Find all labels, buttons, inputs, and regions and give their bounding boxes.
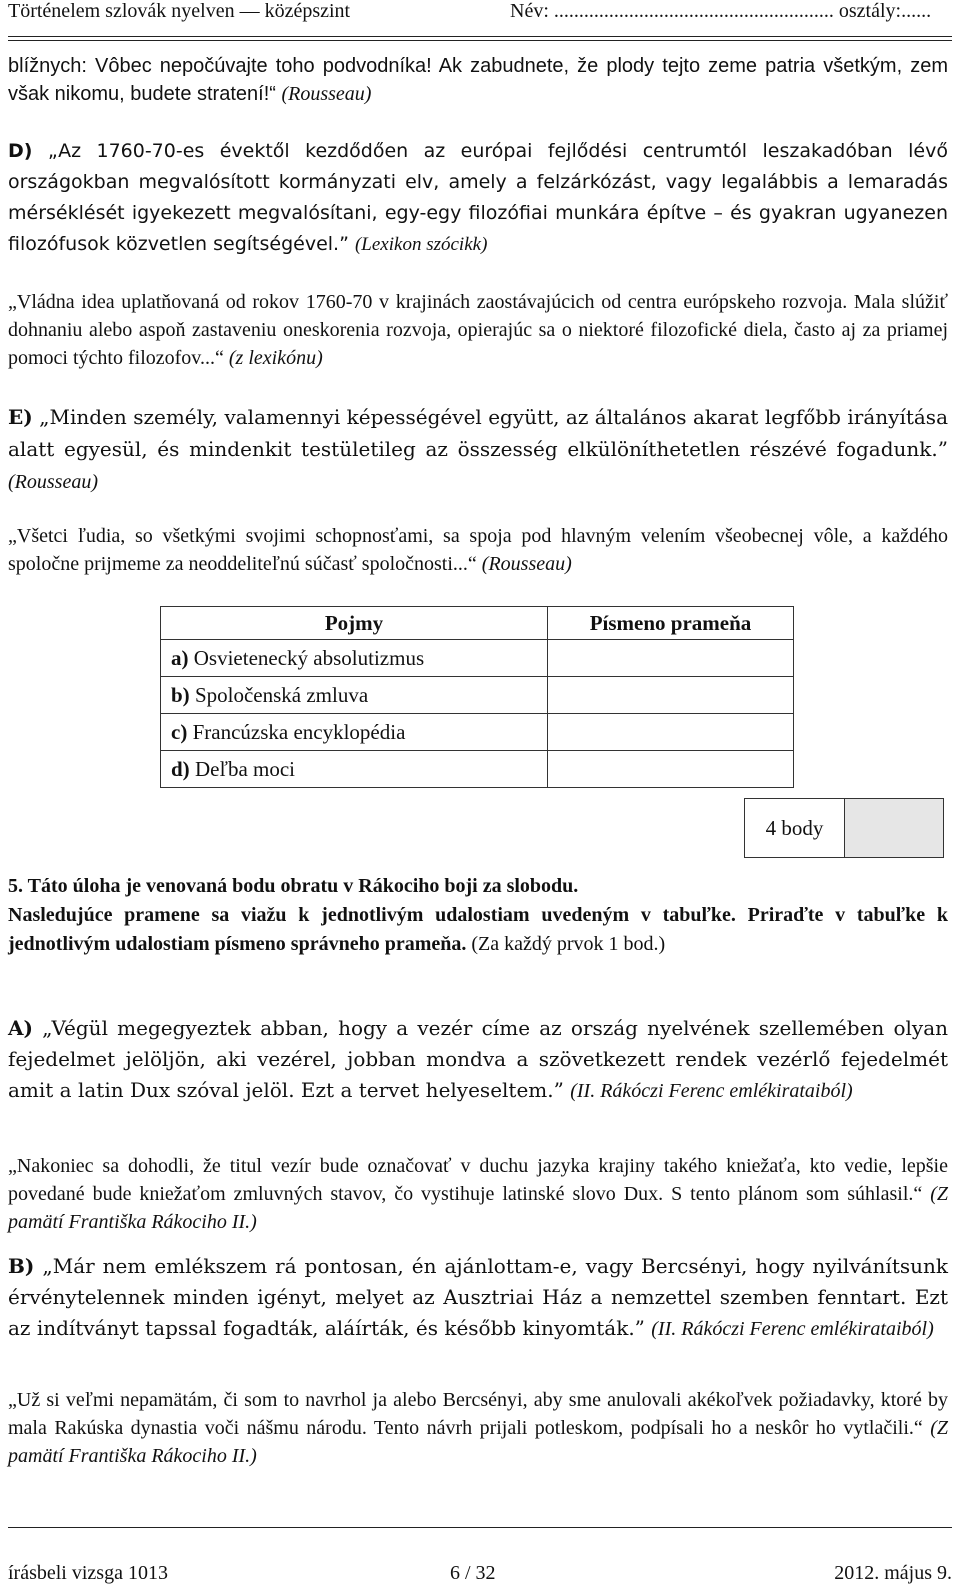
points-box [744, 798, 944, 858]
footer-exam-code: írásbeli vizsga 1013 [8, 1562, 168, 1584]
terms-table [160, 606, 794, 788]
header-name-field: Név: ........................................................ osztály:...... [510, 0, 932, 22]
source-e-hu [8, 401, 948, 498]
task-5-points-note: (Za každý prvok 1 bod.) [471, 933, 666, 955]
source-a-hu [8, 1013, 948, 1107]
source-d-hu-source: (Lexikon szócikk) [354, 234, 488, 255]
answer-cell[interactable] [548, 640, 794, 677]
answer-cell[interactable] [548, 677, 794, 714]
source-b-sk-source: (Z pamätí Františka Rákociho II.) [8, 1417, 949, 1467]
footer-date: 2012. május 9. [834, 1562, 952, 1584]
row-term: Francúzska encyklopédia [192, 719, 406, 744]
table-header-terms: Pojmy [161, 607, 548, 640]
score-field[interactable] [845, 799, 943, 857]
source-a-hu-source: (II. Rákóczi Ferenc emlékirataiból) [570, 1080, 853, 1102]
source-a-sk-source: (Z pamätí Františka Rákociho II.) [8, 1183, 948, 1233]
header-subject: Történelem szlovák nyelven — középszint [8, 0, 351, 22]
source-b-hu [8, 1251, 948, 1345]
table-row [161, 751, 794, 788]
intro-paragraph [8, 52, 948, 108]
row-letter: c) [171, 719, 188, 744]
source-d-hu [8, 136, 948, 260]
page-number: 6 / 32 [450, 1562, 496, 1584]
header-rule-double [8, 40, 952, 41]
source-e-hu-text: „Minden személy, valamennyi képességével együtt, az általános akarat legfőbb irányítása alatt egyesül, és mindenkit testületileg az összesség elkülöníthetetlen részévé fogadunk.” [8, 405, 948, 461]
task-5-instruction: Nasledujúce pramene sa viažu k jednotlivým udalostiam uvedeným v tabuľke. Priraďte v tabuľke k jednotlivým udalostiam písmeno správneho prameňa. [8, 904, 948, 955]
answer-cell[interactable] [548, 714, 794, 751]
source-e-letter: E) [8, 405, 33, 429]
points-label: 4 body [745, 799, 845, 857]
source-a-hu-text: „Végül megegyeztek abban, hogy a vezér címe az ország nyelvének szellemében olyan fejedelmet jelöljön, aki vezérel, jobban mondva a szövetkezett rendek vezérlő fejedelmét amit a latin Dux szóval jelöl. Ezt a tervet helyeseltem.” [8, 1016, 949, 1102]
table-row [161, 640, 794, 677]
source-e-hu-source: (Rousseau) [8, 471, 98, 493]
source-b-sk-text: „Už si veľmi nepamätám, či som to navrhol ja alebo Bercsényi, aby sme anulovali akékoľvek požiadavky, ktoré by mala Rakúska dynastia voči nášmu národu. Tento návrh prijali potleskom, podpísali ho a neskôr ho vytlačili.“ [8, 1389, 948, 1439]
answer-cell[interactable] [548, 751, 794, 788]
row-term: Deľba moci [194, 756, 296, 781]
source-a-sk [8, 1152, 948, 1236]
source-e-sk [8, 522, 948, 578]
table-header-row [161, 607, 794, 640]
row-letter: b) [171, 682, 190, 707]
source-e-sk-source: (Rousseau) [481, 553, 572, 575]
source-d-sk-source: (z lexikónu) [228, 347, 323, 369]
source-d-hu-text: „Az 1760-70-es évektől kezdődően az európai fejlődési centrumtól leszakadóban lévő országokban megvalósított kormányzati elv, amely a felzárkózást, vagy legalábbis a lemaradás mérséklését igyekezett megvalósítani, egy-egy filozófiai munkára építve – és gyakran ugyanezen filozófusok közvetlen segítségével.” [8, 140, 948, 255]
intro-text: blížnych: Vôbec nepočúvajte toho podvodníka! Ak zabudnete, že plody tejto zeme patria všetkým, zem však nikomu, budete stratení!“ [8, 55, 948, 105]
source-b-hu-text: „Már nem emlékszem rá pontosan, én ajánlottam-e, vagy Bercsényi, hogy nyilvánítsunk érvénytelennek minden igényt, melyet az Ausztriai Ház a nemzettel szemben fenntart. Ezt az indítványt tapssal fogadták, aláírták, és később kinyomták.” [8, 1254, 948, 1340]
source-d-letter: D) [8, 140, 33, 162]
row-letter: a) [171, 645, 189, 670]
header-rule [8, 36, 952, 37]
page-header [8, 0, 952, 38]
source-a-letter: A) [8, 1016, 33, 1040]
table-row [161, 677, 794, 714]
source-b-hu-source: (II. Rákóczi Ferenc emlékirataiból) [651, 1318, 934, 1340]
row-letter: d) [171, 756, 190, 781]
task-5 [8, 872, 948, 959]
table-row [161, 714, 794, 751]
source-b-letter: B) [8, 1254, 35, 1278]
table-header-letter: Písmeno prameňa [548, 607, 794, 640]
source-b-sk [8, 1386, 948, 1470]
intro-source: (Rousseau) [281, 83, 372, 105]
row-term: Osvietenecký absolutizmus [193, 645, 425, 670]
source-e-sk-text: „Všetci ľudia, so všetkými svojimi schopnosťami, sa spoja pod hlavným velením všeobecnej vôle, a každého spoločne prijmeme za neoddeliteľnú súčasť spoločnosti...“ [8, 525, 948, 575]
source-d-sk-text: „Vládna idea uplatňovaná od rokov 1760-70 v krajinách zaostávajúcich od centra európskeho rozvoja. Mala slúžiť dohnaniu alebo aspoň zastaveniu oneskorenia rozvoja, opierajúc sa o niektoré filozofické diela, často aj za priamej pomoci týchto filozofov...“ [8, 291, 948, 369]
task-5-title: 5. Táto úloha je venovaná bodu obratu v Rákociho boji za slobodu. [8, 875, 579, 897]
source-d-sk [8, 288, 948, 372]
footer-rule [8, 1527, 952, 1528]
source-a-sk-text: „Nakoniec sa dohodli, že titul vezír bude označovať v duchu jazyka krajiny takého kniežaťa, kto vedie, lepšie povedané bude kniežaťom zmluvných stavov, čo vystihuje latinské slovo Dux. S tento plánom som súhlasil.“ [8, 1155, 948, 1205]
row-term: Spoločenská zmluva [194, 682, 369, 707]
